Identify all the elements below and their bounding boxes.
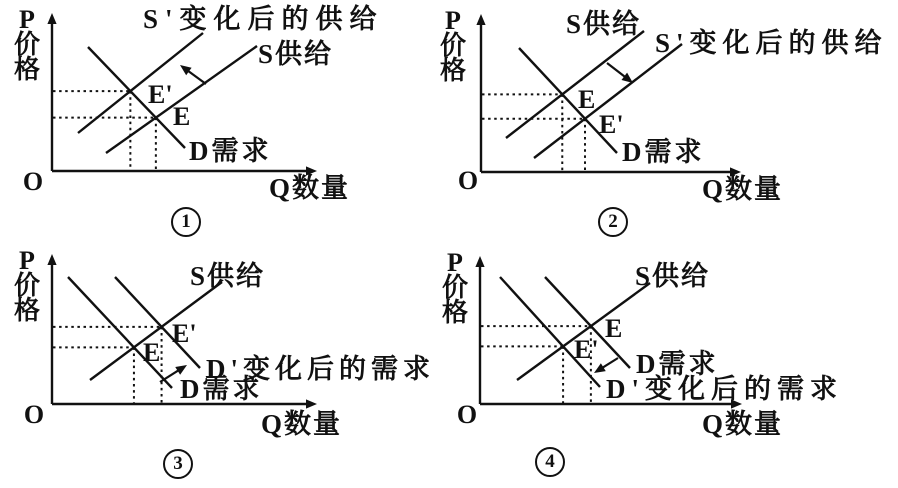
y-axis-label: 价 bbox=[13, 271, 41, 300]
y-axis-label: 价 bbox=[439, 31, 467, 60]
panel-number-badge bbox=[171, 207, 201, 237]
x-axis-label: Q数量 bbox=[269, 173, 351, 203]
panel-3-chart bbox=[14, 246, 435, 439]
supply-curve-label: S供给 bbox=[635, 261, 711, 291]
y-axis-label: 价 bbox=[13, 30, 41, 59]
panel-number: 2 bbox=[608, 211, 618, 232]
x-axis-label: Q数量 bbox=[702, 409, 784, 439]
demand-curve-label: D需求 bbox=[636, 349, 719, 379]
y-axis-label: 格 bbox=[439, 56, 467, 85]
demand-curve-label: D需求 bbox=[622, 137, 705, 167]
panel-1-chart bbox=[14, 3, 384, 203]
supply-shifted-curve-label: S'变化后的供给 bbox=[143, 4, 384, 34]
y-axis-arrow-icon bbox=[47, 254, 56, 265]
panel-2-chart bbox=[440, 6, 888, 204]
shift-arrow-icon bbox=[594, 363, 606, 373]
equilibrium-label: E' bbox=[574, 335, 599, 364]
y-axis-arrow-icon bbox=[475, 256, 484, 267]
panel-number-badge bbox=[163, 449, 193, 479]
y-axis-label: 格 bbox=[13, 55, 41, 84]
equilibrium-label: E bbox=[578, 85, 596, 114]
origin-label: O bbox=[23, 400, 45, 429]
supply-curve-label: S供给 bbox=[190, 261, 266, 291]
y-axis-label: 格 bbox=[13, 296, 41, 325]
shift-arrow-icon bbox=[180, 65, 192, 75]
panel-number: 1 bbox=[181, 211, 191, 232]
y-axis-label: P bbox=[19, 246, 35, 275]
origin-label: O bbox=[456, 400, 478, 429]
equilibrium-label: E bbox=[173, 102, 191, 131]
equilibrium-label: E' bbox=[599, 110, 624, 139]
y-axis-label: P bbox=[19, 5, 35, 34]
supply-curve-label: S供给 bbox=[258, 39, 334, 69]
demand-curve-label: D需求 bbox=[180, 374, 263, 404]
equilibrium-label: E bbox=[143, 338, 161, 367]
origin-label: O bbox=[22, 167, 44, 196]
panel-number-badge bbox=[535, 447, 565, 477]
x-axis-arrow-icon bbox=[306, 399, 317, 408]
panel-number: 3 bbox=[173, 453, 183, 474]
panel-number: 4 bbox=[545, 451, 555, 472]
demand-shifted-curve-label: D'变化后的需求 bbox=[206, 354, 435, 384]
y-axis-arrow-icon bbox=[47, 13, 56, 24]
y-axis-arrow-icon bbox=[476, 14, 485, 25]
demand-curve bbox=[68, 277, 172, 388]
panel-number-badge bbox=[598, 207, 628, 237]
x-axis-label: Q数量 bbox=[261, 409, 343, 439]
y-axis-label: P bbox=[445, 6, 461, 35]
y-axis-label: 格 bbox=[441, 298, 469, 327]
equilibrium-label: E bbox=[605, 314, 623, 343]
supply-curve bbox=[517, 283, 650, 380]
y-axis-label: P bbox=[447, 248, 463, 277]
equilibrium-label: E' bbox=[172, 319, 197, 348]
equilibrium-label: E' bbox=[148, 80, 173, 109]
demand-curve-label: D需求 bbox=[189, 136, 272, 166]
supply-curve-label: S供给 bbox=[566, 9, 642, 39]
supply-shifted-curve-label: S'变化后的供给 bbox=[655, 28, 888, 58]
demand-shifted-curve bbox=[500, 277, 600, 387]
x-axis-label: Q数量 bbox=[702, 174, 784, 204]
panel-4-chart bbox=[442, 248, 843, 439]
demand-shifted-curve-label: D'变化后的需求 bbox=[606, 374, 843, 404]
origin-label: O bbox=[457, 166, 479, 195]
y-axis-label: 价 bbox=[441, 273, 469, 302]
